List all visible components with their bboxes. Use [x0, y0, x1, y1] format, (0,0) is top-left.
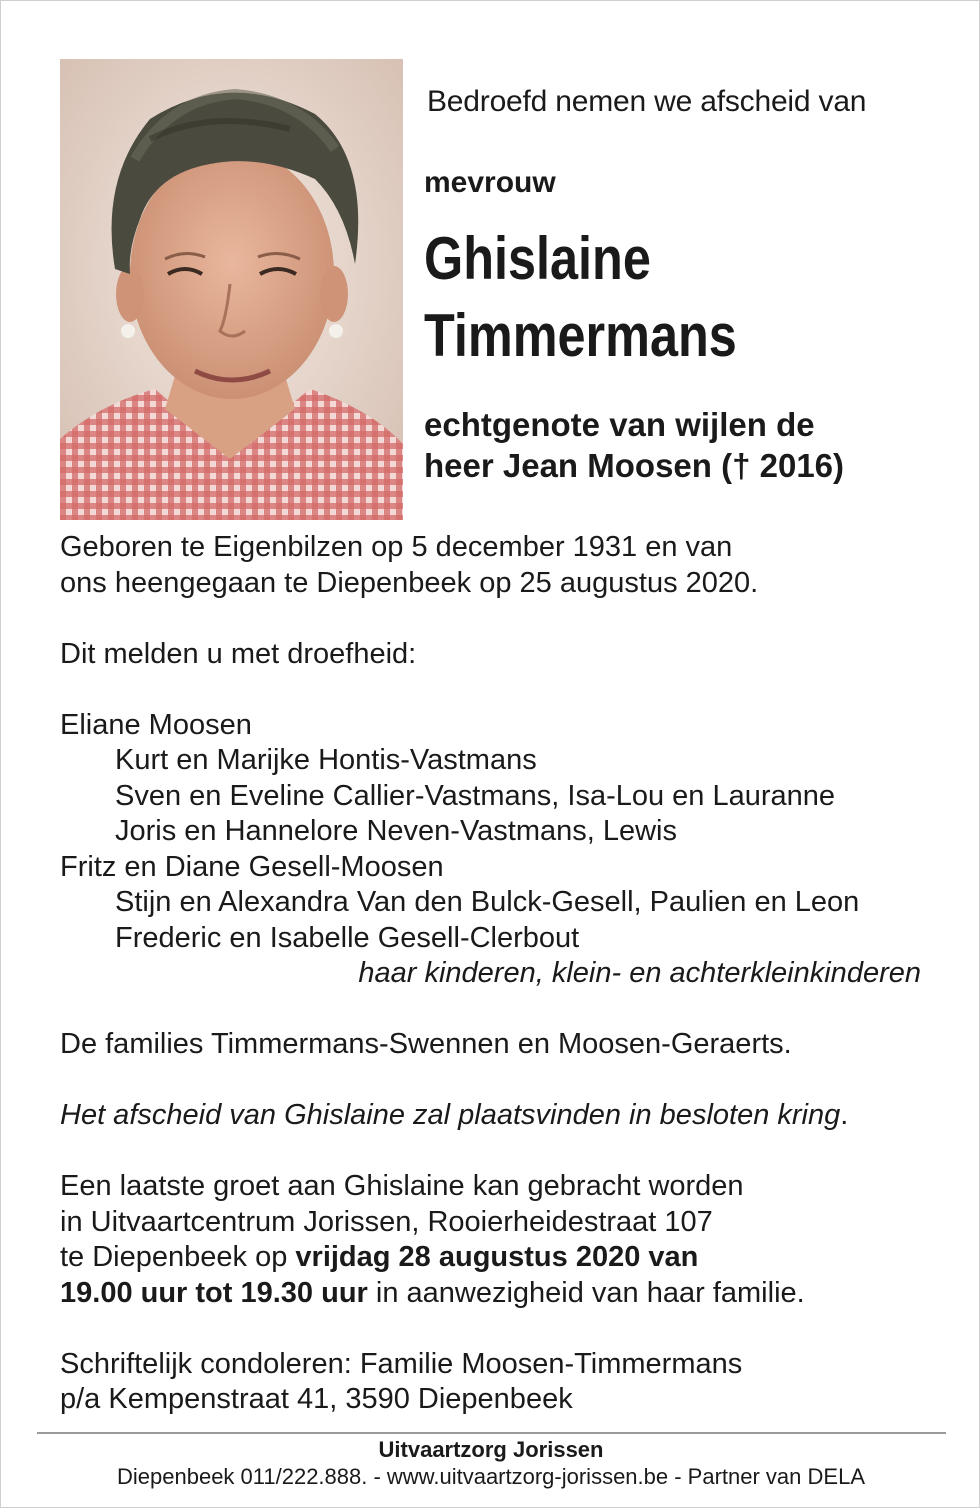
greeting-place: te Diepenbeek op: [60, 1241, 296, 1273]
intro-text: Bedroefd nemen we afscheid van: [427, 85, 867, 118]
deceased-name: [424, 220, 861, 374]
condolence-line-2: p/a Kempenstraat 41, 3590 Diepenbeek: [60, 1383, 573, 1415]
greeting-line-2: in Uitvaartcentrum Jorissen, Rooierheidestraat 107: [60, 1205, 713, 1238]
footer-divider: [37, 1432, 946, 1434]
grandchild-line: Stijn en Alexandra Van den Bulck-Gesell, Paulien en Leon: [115, 886, 860, 918]
greeting-line-1: Een laatste groet aan Ghislaine kan gebracht worden: [60, 1170, 744, 1202]
greeting-presence: in aanwezigheid van haar familie.: [367, 1276, 805, 1309]
life-line-1: Geboren te Eigenbilzen op 5 december 1931 en van: [60, 531, 733, 563]
funeral-home-name: Uitvaartzorg Jorissen: [378, 1437, 604, 1462]
farewell-text: Het afscheid van Ghislaine zal plaatsvinden in besloten kring: [60, 1099, 841, 1131]
life-line-2: ons heengegaan te Diepenbeek op 25 augustus 2020.: [60, 566, 759, 599]
header-block: [424, 85, 944, 486]
greeting-line-4: [60, 1276, 940, 1312]
greeting-line-3: [60, 1240, 940, 1276]
spouse-info: [424, 404, 944, 486]
portrait-photo: [60, 59, 403, 520]
families-line: De families Timmermans-Swennen en Moosen-Geraerts.: [60, 1028, 792, 1060]
last-name: Timmermans: [424, 302, 737, 369]
farewell-line: [60, 1098, 940, 1134]
child-2: Fritz en Diane Gesell-Moosen: [60, 850, 444, 883]
honorific: mevrouw: [424, 166, 556, 199]
greeting-date: vrijdag 28 augustus 2020 van: [295, 1241, 699, 1273]
greeting-time: 19.00 uur tot 19.30 uur: [60, 1276, 368, 1309]
obituary-body: [60, 530, 940, 1418]
condolence-line-1: Schriftelijk condoleren: Familie Moosen-Timmermans: [60, 1347, 743, 1380]
footer: [1, 1437, 980, 1491]
portrait-illustration: [60, 59, 403, 520]
first-name: Ghislaine: [424, 225, 651, 292]
grandchild-line: Joris en Hannelore Neven-Vastmans, Lewis: [115, 815, 678, 847]
family-relation: haar kinderen, klein- en achterkleinkinderen: [358, 957, 921, 989]
grandchild-line: Sven en Eveline Callier-Vastmans, Isa-Lou en Lauranne: [115, 779, 836, 812]
spouse-line-2: heer Jean Moosen († 2016): [424, 447, 845, 484]
child-1: Eliane Moosen: [60, 708, 252, 741]
spouse-line-1: echtgenote van wijlen de: [424, 406, 815, 443]
grandchild-line: Kurt en Marijke Hontis-Vastmans: [115, 744, 537, 776]
grandchild-line: Frederic en Isabelle Gesell-Clerbout: [115, 921, 580, 954]
funeral-home-contact: Diepenbeek 011/222.888. - www.uitvaartzorg-jorissen.be - Partner van DELA: [117, 1464, 865, 1489]
farewell-period: .: [840, 1099, 849, 1131]
announcement: Dit melden u met droefheid:: [60, 637, 417, 670]
